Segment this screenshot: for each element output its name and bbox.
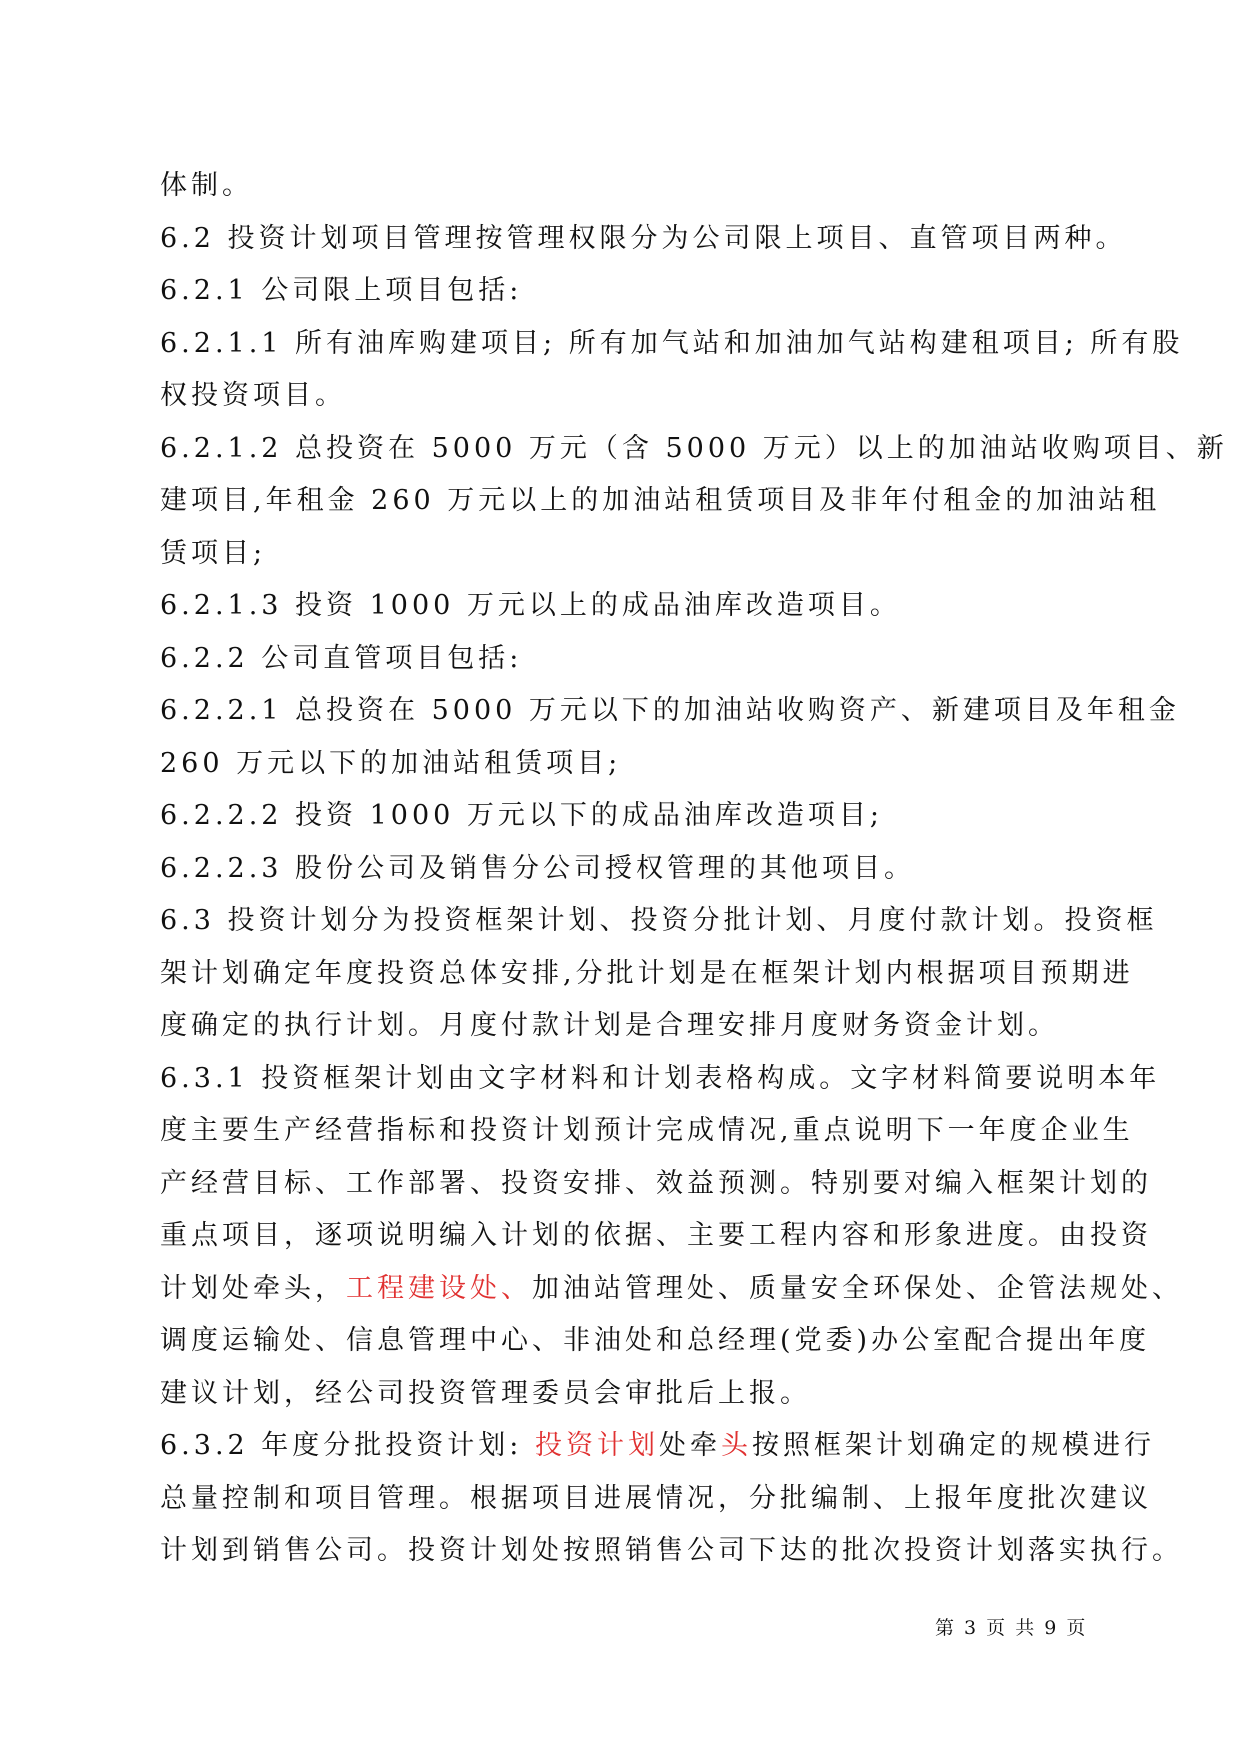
text-line-highlighted (160, 1263, 1183, 1316)
text-line: 6.2.1.2 总投资在 5000 万元（含 5000 万元）以上的加油站收购项目、新 (160, 432, 1228, 464)
text-segment: 处牵 (658, 1430, 721, 1461)
text-line: 度确定的执行计划。月度付款计划是合理安排月度财务资金计划。 (160, 1010, 1059, 1041)
text-line: 调度运输处、信息管理中心、非油处和总经理(党委)办公室配合提出年度 (160, 1325, 1151, 1356)
text-line-highlighted (160, 1420, 1155, 1473)
text-line: 建议计划，经公司投资管理委员会审批后上报。 (160, 1377, 811, 1409)
highlighted-text: 投资计划 (534, 1430, 659, 1461)
text-line: 260 万元以下的加油站租赁项目; (160, 747, 622, 779)
document-body (160, 160, 1228, 1578)
page-number-footer: 第 3 页 共 9 页 (935, 1617, 1088, 1639)
text-line: 计划到销售公司。投资计划处按照销售公司下达的批次投资计划落实执行。 (160, 1535, 1183, 1566)
text-line: 6.2.2.2 投资 1000 万元以下的成品油库改造项目; (160, 800, 884, 831)
highlighted-text: 头 (720, 1430, 752, 1461)
text-line: 6.2.2.3 股份公司及销售分公司授权管理的其他项目。 (160, 852, 916, 884)
text-segment: 6.3.2 年度分批投资计划: (160, 1430, 535, 1461)
text-line: 6.3.1 投资框架计划由文字材料和计划表格构成。文字材料简要说明本年 (160, 1062, 1161, 1094)
text-line: 产经营目标、工作部署、投资安排、效益预测。特别要对编入框架计划的 (160, 1167, 1152, 1199)
text-line: 赁项目; (160, 537, 267, 569)
highlighted-text: 工程建设处、 (346, 1272, 532, 1304)
text-line: 6.2.1.1 所有油库购建项目; 所有加气站和加油加气站构建租项目; 所有股 (160, 327, 1184, 359)
text-line: 建项目,年租金 260 万元以上的加油站租赁项目及非年付租金的加油站租 (160, 485, 1161, 516)
text-line: 总量控制和项目管理。根据项目进展情况，分批编制、上报年度批次建议 (160, 1482, 1152, 1514)
text-line: 6.2.1 公司限上项目包括: (160, 275, 523, 306)
text-line: 6.2 投资计划项目管理按管理权限分为公司限上项目、直管项目两种。 (160, 222, 1127, 254)
text-line: 度主要生产经营指标和投资计划预计完成情况,重点说明下一年度企业生 (160, 1115, 1134, 1146)
text-segment: 计划处牵头， (160, 1272, 346, 1304)
text-line: 体制。 (160, 170, 253, 201)
text-line: 6.2.2.1 总投资在 5000 万元以下的加油站收购资产、新建项目及年租金 (160, 695, 1180, 726)
text-line: 架计划确定年度投资总体安排,分批计划是在框架计划内根据项目预期进 (160, 957, 1134, 989)
text-line: 6.2.1.3 投资 1000 万元以上的成品油库改造项目。 (160, 590, 901, 621)
text-line: 6.3 投资计划分为投资框架计划、投资分批计划、月度付款计划。投资框 (160, 905, 1158, 936)
text-line: 权投资项目。 (160, 380, 346, 411)
text-line: 6.2.2 公司直管项目包括: (160, 642, 523, 674)
text-segment: 加油站管理处、质量安全环保处、企管法规处、 (532, 1272, 1183, 1304)
text-segment: 按照框架计划确定的规模进行 (751, 1430, 1155, 1461)
text-line: 重点项目，逐项说明编入计划的依据、主要工程内容和形象进度。由投资 (160, 1220, 1152, 1251)
